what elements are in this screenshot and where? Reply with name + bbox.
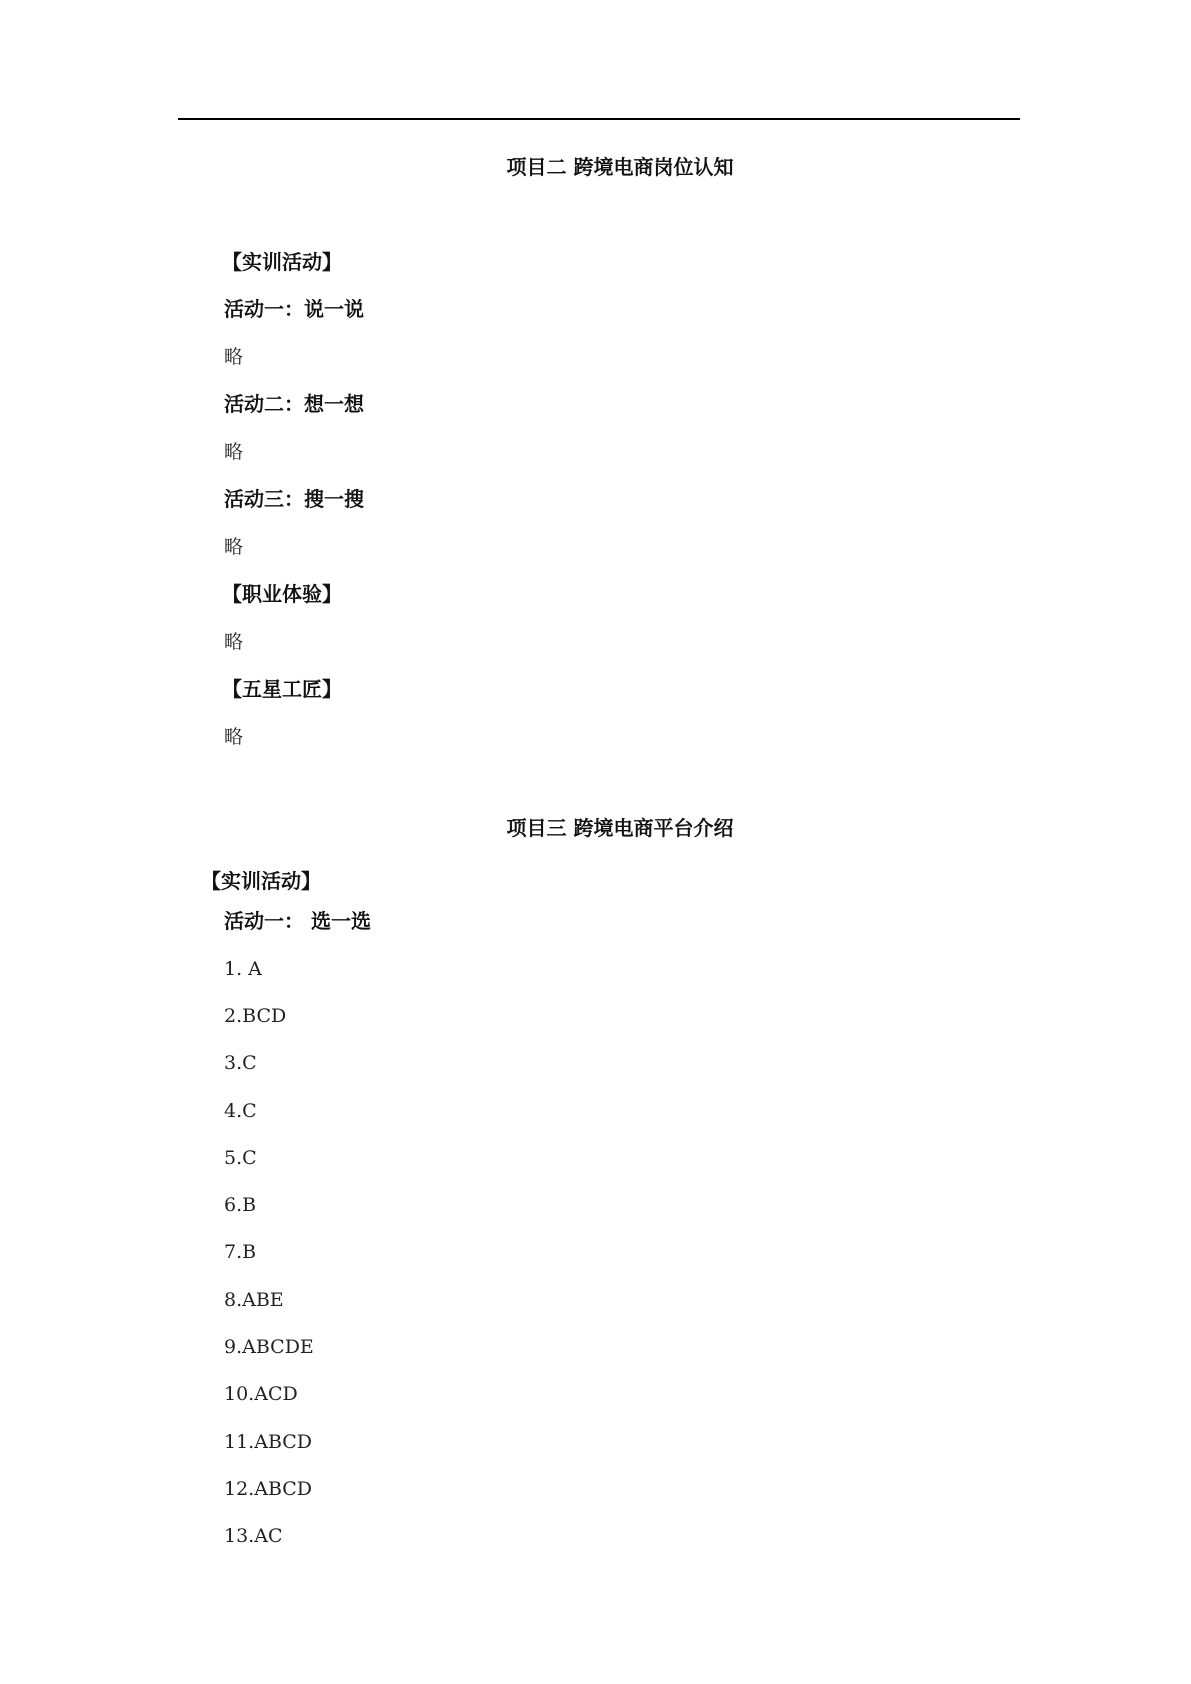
answer-item-9: 9.ABCDE: [224, 1336, 314, 1358]
answer-item-6: 6.B: [224, 1194, 257, 1216]
section-3-title: 项目三 跨境电商平台介绍: [506, 816, 734, 840]
answer-item-10: 10.ACD: [224, 1383, 298, 1405]
section-2-craftsman-answer: 略: [224, 726, 244, 748]
answer-item-4: 4.C: [224, 1100, 257, 1122]
answer-item-1: 1. A: [224, 958, 262, 980]
section-2-activity-3-answer: 略: [224, 536, 244, 558]
section-2-training-heading: 【实训活动】: [222, 250, 342, 274]
section-2-title: 项目二 跨境电商岗位认知: [506, 155, 734, 179]
answer-item-8: 8.ABE: [224, 1289, 284, 1311]
answer-item-12: 12.ABCD: [224, 1478, 313, 1500]
section-2-activity-2-answer: 略: [224, 441, 244, 463]
section-2-activity-2-heading: 活动二：想一想: [224, 392, 364, 416]
answer-item-5: 5.C: [224, 1147, 257, 1169]
answer-item-3: 3.C: [224, 1052, 257, 1074]
answer-item-7: 7.B: [224, 1241, 257, 1263]
section-2-activity-1-answer: 略: [224, 346, 244, 368]
section-2-experience-heading: 【职业体验】: [222, 582, 342, 606]
header-rule: [178, 118, 1020, 120]
answer-item-2: 2.BCD: [224, 1005, 287, 1027]
section-2-activity-1-heading: 活动一：说一说: [224, 297, 364, 321]
section-2-craftsman-heading: 【五星工匠】: [222, 677, 342, 701]
section-3-activity-1-heading: 活动一： 选一选: [224, 909, 371, 933]
answer-item-11: 11.ABCD: [224, 1431, 313, 1453]
answer-item-13: 13.AC: [224, 1525, 283, 1547]
section-2-experience-answer: 略: [224, 631, 244, 653]
section-3-training-heading: 【实训活动】: [201, 869, 321, 893]
section-2-activity-3-heading: 活动三：搜一搜: [224, 487, 364, 511]
